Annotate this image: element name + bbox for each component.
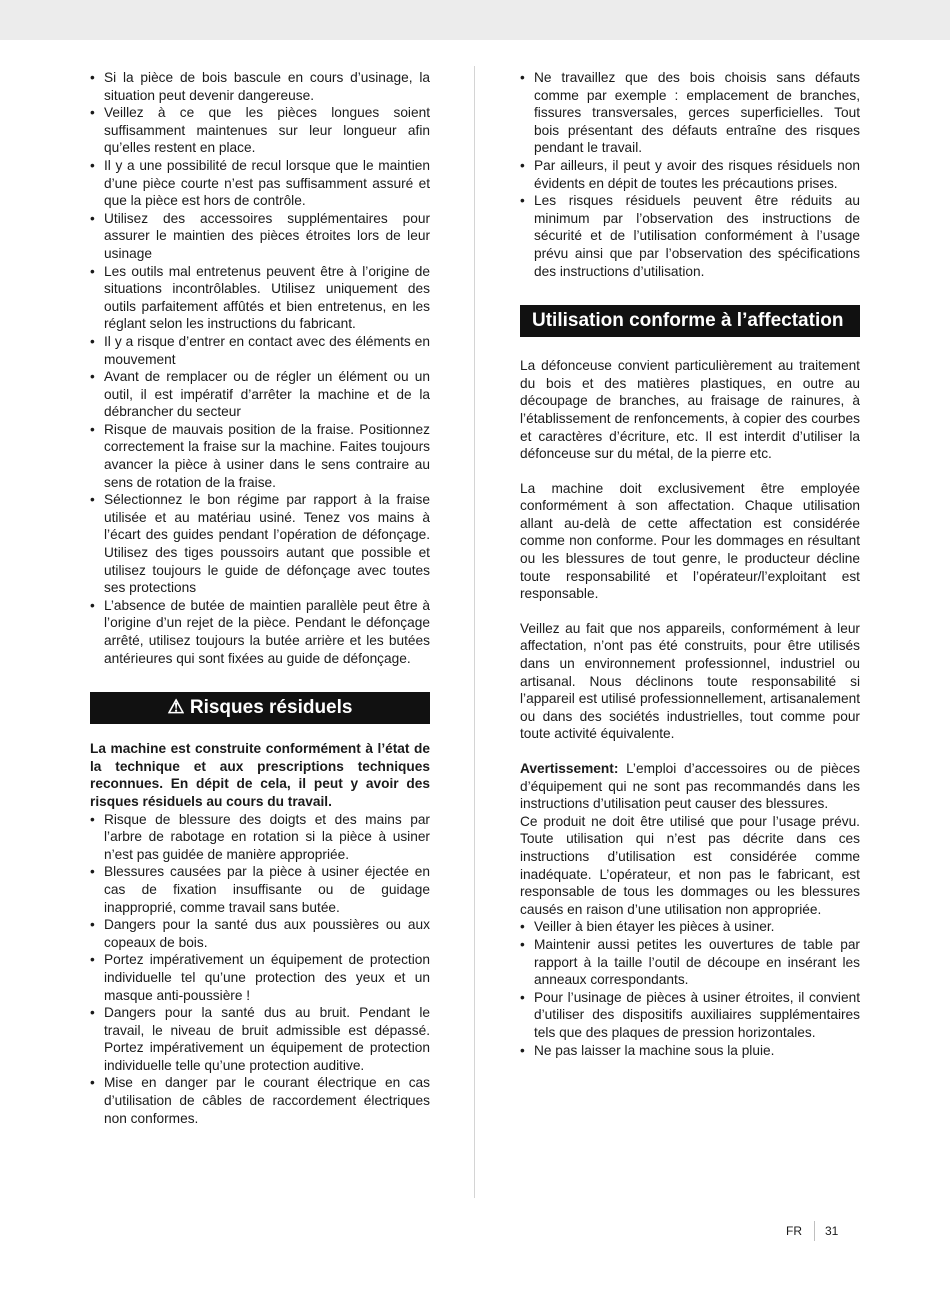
list-item: • Dangers pour la santé dus aux poussières ou aux copeaux de bois. [90, 916, 430, 951]
list-item: • Blessures causées par la pièce à usiner éjectée en cas de fixation insuffisante ou de guidage inapproprié, comme travail sans butée. [90, 863, 430, 916]
usage-paragraph: Veillez au fait que nos appareils, conformément à leur affectation, n’ont pas été construits, pour être utilisés dans un environnement professionnel, industriel ou artisanal. Nous déclinons toute responsabilité si l’appareil est utilisé professionnellement, artisanalement ou dans des sociétés industrielles, tout comme pour toute activité équivalente. [520, 620, 860, 742]
residual-risks-intro: La machine est construite conformément à l’état de la technique et aux prescriptions techniques reconnues. En dépit de cela, il peut y avoir des risques résiduels au cours du travail. [90, 741, 430, 809]
list-item: • Maintenir aussi petites les ouvertures de table par rapport à la taille l’outil de découpe en insérant les anneaux correspondants. [520, 936, 860, 989]
residual-risks-heading [90, 692, 430, 724]
list-item: • Mise en danger par le courant électrique en cas d’utilisation de câbles de raccordement électriques non conformes. [90, 1074, 430, 1127]
list-item: • Il y a une possibilité de recul lorsque que le maintien d’une pièce courte n’est pas suffisamment assuré et que la pièce est hors de contrôle. [90, 157, 430, 210]
intended-use-heading: Utilisation conforme à l’affectation [520, 305, 860, 337]
usage-paragraph: La machine doit exclusivement être employée conformément à son affectation. Chaque utilisation allant au-delà de cette affectation est considérée comme non conforme. Pour les dommages en résultant ou les blessures de tout genre, le producteur décline toute responsabilité et l’opérateur/l’exploitant est responsable. [520, 480, 860, 602]
list-item: • Ne pas laisser la machine sous la pluie. [520, 1042, 860, 1060]
warning-text: L’emploi d’accessoires ou de pièces d’équipement qui ne sont pas recommandés dans les instructions d’utilisation peut causer des blessures. [520, 761, 860, 812]
list-item: • L’absence de butée de maintien parallèle peut être à l’origine d’un rejet de la pièce. Pendant le défonçage arrêté, utilisez toujours la butée arrière et les butées antérieures qui sont fixées au guide de défonçage. [90, 597, 430, 667]
list-item: • Pour l’usinage de pièces à usiner étroites, il convient d’utiliser des dispositifs auxiliaires supplémentaires tels que des plaques de pression horizontales. [520, 989, 860, 1042]
list-item: • Les risques résiduels peuvent être réduits au minimum par l’observation des instructions de sécurité et de l’utilisation conformément à l’usage prévu ainsi que par l’observation des spécifications des instructions d’utilisation. [520, 192, 860, 280]
wood-defects-list [520, 69, 860, 280]
list-item: • Sélectionnez le bon régime par rapport à la fraise utilisée et au matériau usiné. Tenez vos mains à l’écart des guides pendant l’opération de défonçage. Utilisez des tiges poussoirs autant que possible et utilisez toujours le guide de défonçage avec toutes ses protections [90, 491, 430, 597]
warning-paragraph-continued: Ce produit ne doit être utilisé que pour l’usage prévu. Toute utilisation qui n’est pas décrite dans ces instructions d’utilisation est considérée comme inadéquate. L’opérateur, et non pas le fabricant, est responsable de tous les dommages ou les blessures causés en raison d’une utilisation non appropriée. [520, 813, 860, 917]
usage-tips-list [520, 918, 860, 1059]
warning-label: Avertissement: [520, 761, 619, 776]
list-item: • Dangers pour la santé dus au bruit. Pendant le travail, le niveau de bruit admissible est dépassé. Portez impérativement un équipement de protection individuelle telle qu’une protection auditive. [90, 1004, 430, 1074]
safety-bullet-list [90, 69, 430, 667]
list-item: • Veiller à bien étayer les pièces à usiner. [520, 918, 860, 936]
list-item: • Utilisez des accessoires supplémentaires pour assurer le maintien des pièces étroites lors de leur usinage [90, 210, 430, 263]
residual-risks-list [90, 811, 430, 1128]
list-item: • Il y a risque d’entrer en contact avec des éléments en mouvement [90, 333, 430, 368]
list-item: • Veillez à ce que les pièces longues soient suffisamment maintenues sur leur longueur afin qu’elles restent en place. [90, 104, 430, 157]
page-number: 31 [825, 1224, 839, 1238]
warning-paragraph [520, 760, 860, 813]
column-divider [474, 66, 475, 1198]
right-column [520, 69, 860, 1059]
list-item: • Ne travaillez que des bois choisis sans défauts comme par exemple : emplacement de branches, fissures transversales, gerces superficielles. Tout bois présentant des défauts entraîne des risques pendant le travail. [520, 69, 860, 157]
left-column [90, 69, 430, 1127]
top-bar [0, 0, 950, 40]
page-footer [786, 1221, 838, 1241]
section-title: Risques résiduels [189, 697, 353, 719]
language-code: FR [786, 1224, 802, 1238]
list-item: • Avant de remplacer ou de régler un élément ou un outil, il est impératif d’arrêter la machine et de la débrancher du secteur [90, 368, 430, 421]
list-item: • Si la pièce de bois bascule en cours d’usinage, la situation peut devenir dangereuse. [90, 69, 430, 104]
list-item: • Risque de mauvais position de la fraise. Positionnez correctement la fraise sur la machine. Faites toujours avancer la pièce à usiner dans le sens contraire au sens de rotation de la fraise. [90, 421, 430, 491]
footer-divider [814, 1221, 815, 1241]
list-item: • Portez impérativement un équipement de protection individuelle tel qu’une protection des yeux et un masque anti-poussière ! [90, 951, 430, 1004]
usage-paragraph: La défonceuse convient particulièrement au traitement du bois et des matières plastiques, en outre au découpage de branches, au fraisage de rainures, à l’établissement de renfoncements, à copier des courbes et caractères d’écriture, etc. Il est interdit d’utiliser la défonceuse sur du métal, de la pierre etc. [520, 358, 860, 462]
warning-triangle-icon: ⚠ [167, 697, 185, 719]
list-item: • Par ailleurs, il peut y avoir des risques résiduels non évidents en dépit de toutes les précautions prises. [520, 157, 860, 192]
list-item: • Risque de blessure des doigts et des mains par l’arbre de rabotage en rotation si la pièce à usiner n’est pas guidée de manière appropriée. [90, 811, 430, 864]
list-item: • Les outils mal entretenus peuvent être à l’origine de situations incontrôlables. Utilisez uniquement des outils parfaitement affûtés et bien entretenus, en les réglant selon les instructions du fabricant. [90, 263, 430, 333]
